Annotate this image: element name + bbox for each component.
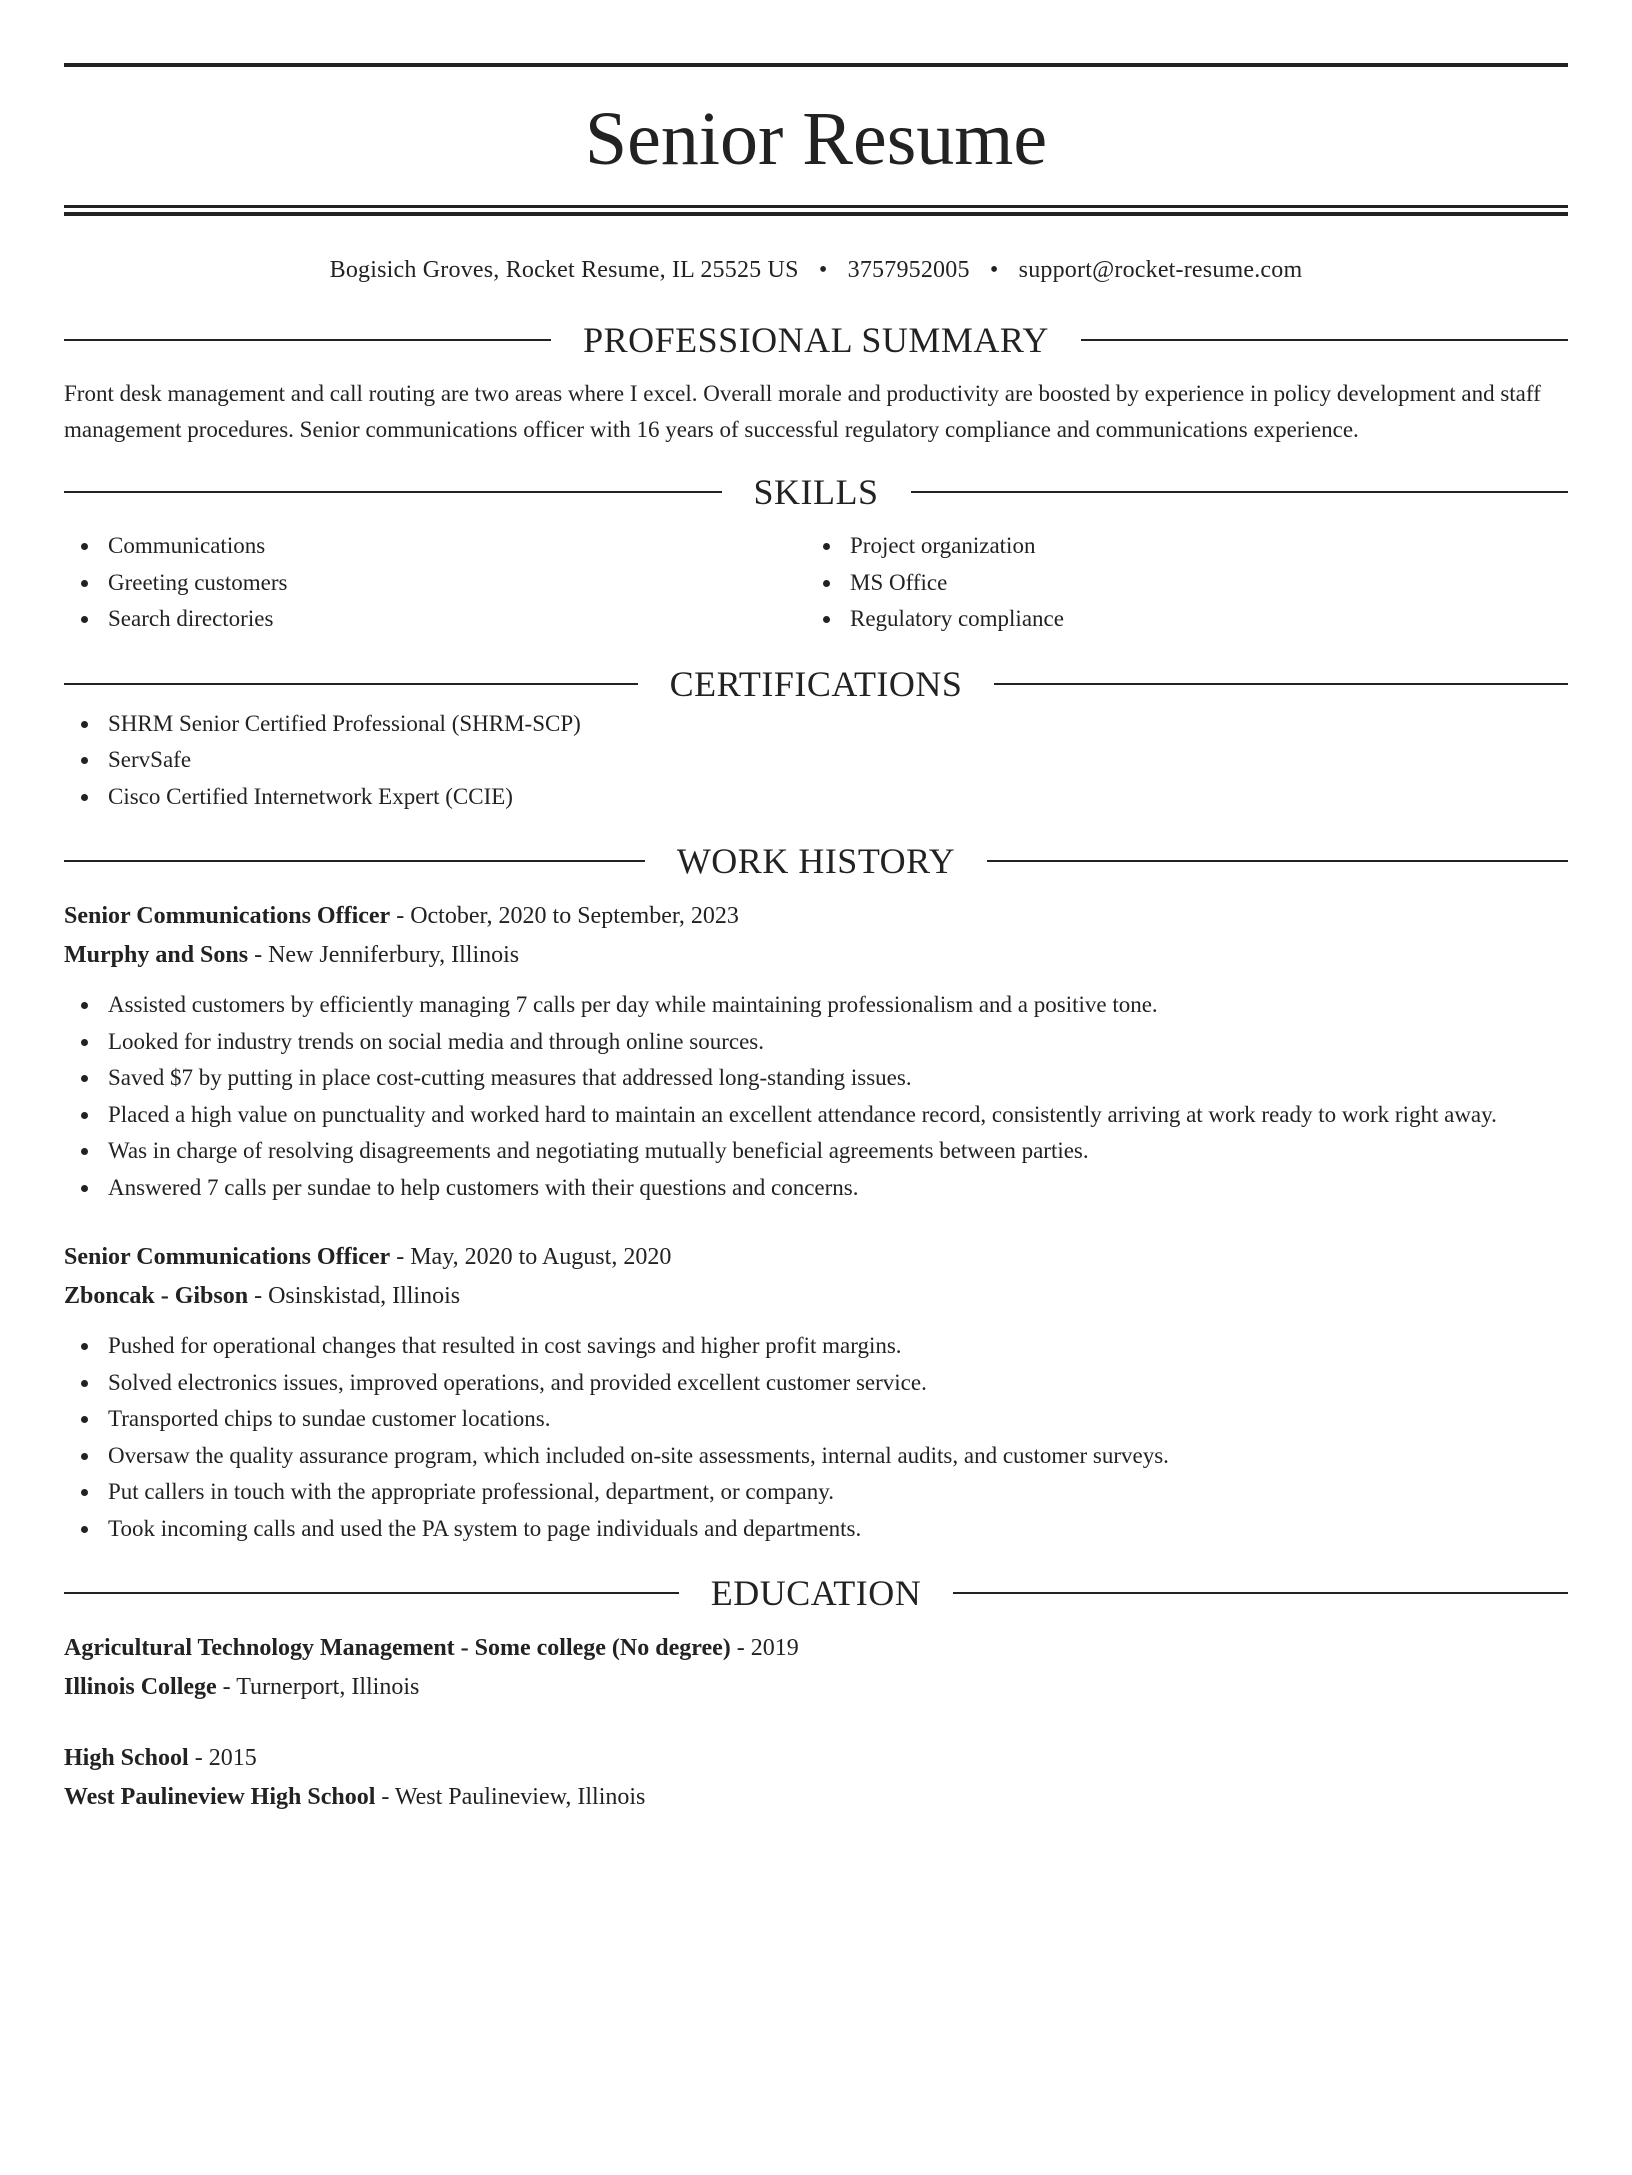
contact-phone: 3757952005 bbox=[847, 257, 970, 283]
education-year: - 2019 bbox=[730, 1635, 799, 1661]
skills-grid bbox=[64, 528, 1568, 638]
job-duty: Answered 7 calls per sundae to help customers with their questions and concerns. bbox=[64, 1170, 1568, 1207]
section-title: SKILLS bbox=[753, 472, 879, 512]
resume-title: Senior Resume bbox=[584, 97, 1048, 181]
education-year: - 2015 bbox=[188, 1745, 257, 1771]
job-duty: Transported chips to sundae customer locations. bbox=[64, 1401, 1568, 1438]
heading-rule-left bbox=[64, 339, 551, 341]
job-duty: Assisted customers by efficiently managing 7 calls per day while maintaining professionalism and a positive tone. bbox=[64, 987, 1568, 1024]
heading-rule-right bbox=[994, 683, 1568, 685]
heading-rule-left bbox=[64, 683, 638, 685]
contact-separator: • bbox=[989, 257, 999, 283]
education-entry bbox=[64, 1629, 1568, 1707]
skill-item: Communications bbox=[64, 528, 806, 565]
job-duty: Oversaw the quality assurance program, which included on-site assessments, internal audits, and customer surveys. bbox=[64, 1438, 1568, 1475]
heading-rule-right bbox=[911, 491, 1569, 493]
job-company-line bbox=[64, 936, 1568, 975]
heading-rule-right bbox=[1081, 339, 1568, 341]
education-school-line bbox=[64, 1668, 1568, 1707]
education-degree: High School bbox=[64, 1745, 189, 1771]
job-duty: Was in charge of resolving disagreements and negotiating mutually beneficial agreements between parties. bbox=[64, 1133, 1568, 1170]
skills-column-left bbox=[64, 528, 806, 638]
job-duty: Put callers in touch with the appropriate professional, department, or company. bbox=[64, 1474, 1568, 1511]
education-location: - West Paulineview, Illinois bbox=[375, 1784, 646, 1810]
job-entry bbox=[64, 1238, 1568, 1547]
contact-separator: • bbox=[818, 257, 828, 283]
heading-rule-left bbox=[64, 860, 645, 862]
job-duty: Took incoming calls and used the PA system to page individuals and departments. bbox=[64, 1511, 1568, 1548]
title-double-rule bbox=[64, 205, 1568, 216]
section-heading-skills bbox=[64, 470, 1568, 514]
skill-item: MS Office bbox=[806, 565, 1548, 602]
education-degree: Agricultural Technology Management - Some college (No degree) bbox=[64, 1635, 731, 1661]
education-location: - Turnerport, Illinois bbox=[216, 1674, 420, 1700]
section-title: WORK HISTORY bbox=[676, 841, 956, 881]
job-title: Senior Communications Officer bbox=[64, 1244, 391, 1270]
certifications-list bbox=[64, 706, 1568, 816]
education-school: West Paulineview High School bbox=[64, 1784, 376, 1810]
job-duty: Solved electronics issues, improved operations, and provided excellent customer service. bbox=[64, 1365, 1568, 1402]
job-duty: Pushed for operational changes that resulted in cost savings and higher profit margins. bbox=[64, 1328, 1568, 1365]
job-duty: Placed a high value on punctuality and worked hard to maintain an excellent attendance record, consistently arriving at work ready to work right away. bbox=[64, 1097, 1568, 1134]
education-degree-line bbox=[64, 1629, 1568, 1668]
job-title: Senior Communications Officer bbox=[64, 903, 391, 929]
education-school: Illinois College bbox=[64, 1674, 217, 1700]
resume-page bbox=[0, 63, 1632, 2175]
job-duties-list bbox=[64, 1328, 1568, 1547]
skill-item: Project organization bbox=[806, 528, 1548, 565]
job-location: - Osinskistad, Illinois bbox=[248, 1283, 461, 1309]
section-title: CERTIFICATIONS bbox=[669, 663, 963, 704]
skill-item: Search directories bbox=[64, 601, 806, 638]
job-title-line bbox=[64, 897, 1568, 936]
job-dates: - May, 2020 to August, 2020 bbox=[390, 1244, 672, 1270]
section-title: PROFESSIONAL SUMMARY bbox=[583, 320, 1049, 360]
certification-item: Cisco Certified Internetwork Expert (CCIE) bbox=[64, 779, 1568, 816]
job-company-line bbox=[64, 1277, 1568, 1316]
education-degree-line bbox=[64, 1739, 1568, 1778]
job-duty: Looked for industry trends on social media and through online sources. bbox=[64, 1024, 1568, 1061]
certification-item: SHRM Senior Certified Professional (SHRM-SCP) bbox=[64, 706, 1568, 743]
job-company: Murphy and Sons bbox=[64, 942, 249, 968]
job-location: - New Jenniferbury, Illinois bbox=[248, 942, 520, 968]
heading-rule-left bbox=[64, 491, 722, 493]
section-heading-summary bbox=[64, 318, 1568, 362]
skill-item: Greeting customers bbox=[64, 565, 806, 602]
job-company: Zboncak - Gibson bbox=[64, 1283, 249, 1309]
education-entry bbox=[64, 1739, 1568, 1817]
job-entry bbox=[64, 897, 1568, 1206]
education-school-line bbox=[64, 1778, 1568, 1817]
contact-email: support@rocket-resume.com bbox=[1018, 257, 1303, 283]
section-heading-work-history bbox=[64, 839, 1568, 883]
job-title-line bbox=[64, 1238, 1568, 1277]
heading-rule-right bbox=[953, 1592, 1568, 1594]
section-heading-certifications bbox=[64, 662, 1568, 706]
heading-rule-left bbox=[64, 1592, 679, 1594]
section-title: EDUCATION bbox=[710, 1573, 922, 1613]
certification-item: ServSafe bbox=[64, 742, 1568, 779]
contact-address: Bogisich Groves, Rocket Resume, IL 25525 US bbox=[329, 257, 799, 283]
heading-rule-right bbox=[987, 860, 1568, 862]
top-rule bbox=[64, 63, 1568, 67]
section-heading-education bbox=[64, 1571, 1568, 1615]
job-duty: Saved $7 by putting in place cost-cutting measures that addressed long-standing issues. bbox=[64, 1060, 1568, 1097]
job-duties-list bbox=[64, 987, 1568, 1206]
contact-line bbox=[64, 252, 1568, 288]
skills-column-right bbox=[806, 528, 1548, 638]
skill-item: Regulatory compliance bbox=[806, 601, 1548, 638]
summary-text: Front desk management and call routing are two areas where I excel. Overall morale and productivity are boosted by experience in policy development and staff management procedures. Senior communications officer with 16 years of successful regulatory compliance and communications experience. bbox=[64, 381, 1541, 442]
job-dates: - October, 2020 to September, 2023 bbox=[390, 903, 739, 929]
